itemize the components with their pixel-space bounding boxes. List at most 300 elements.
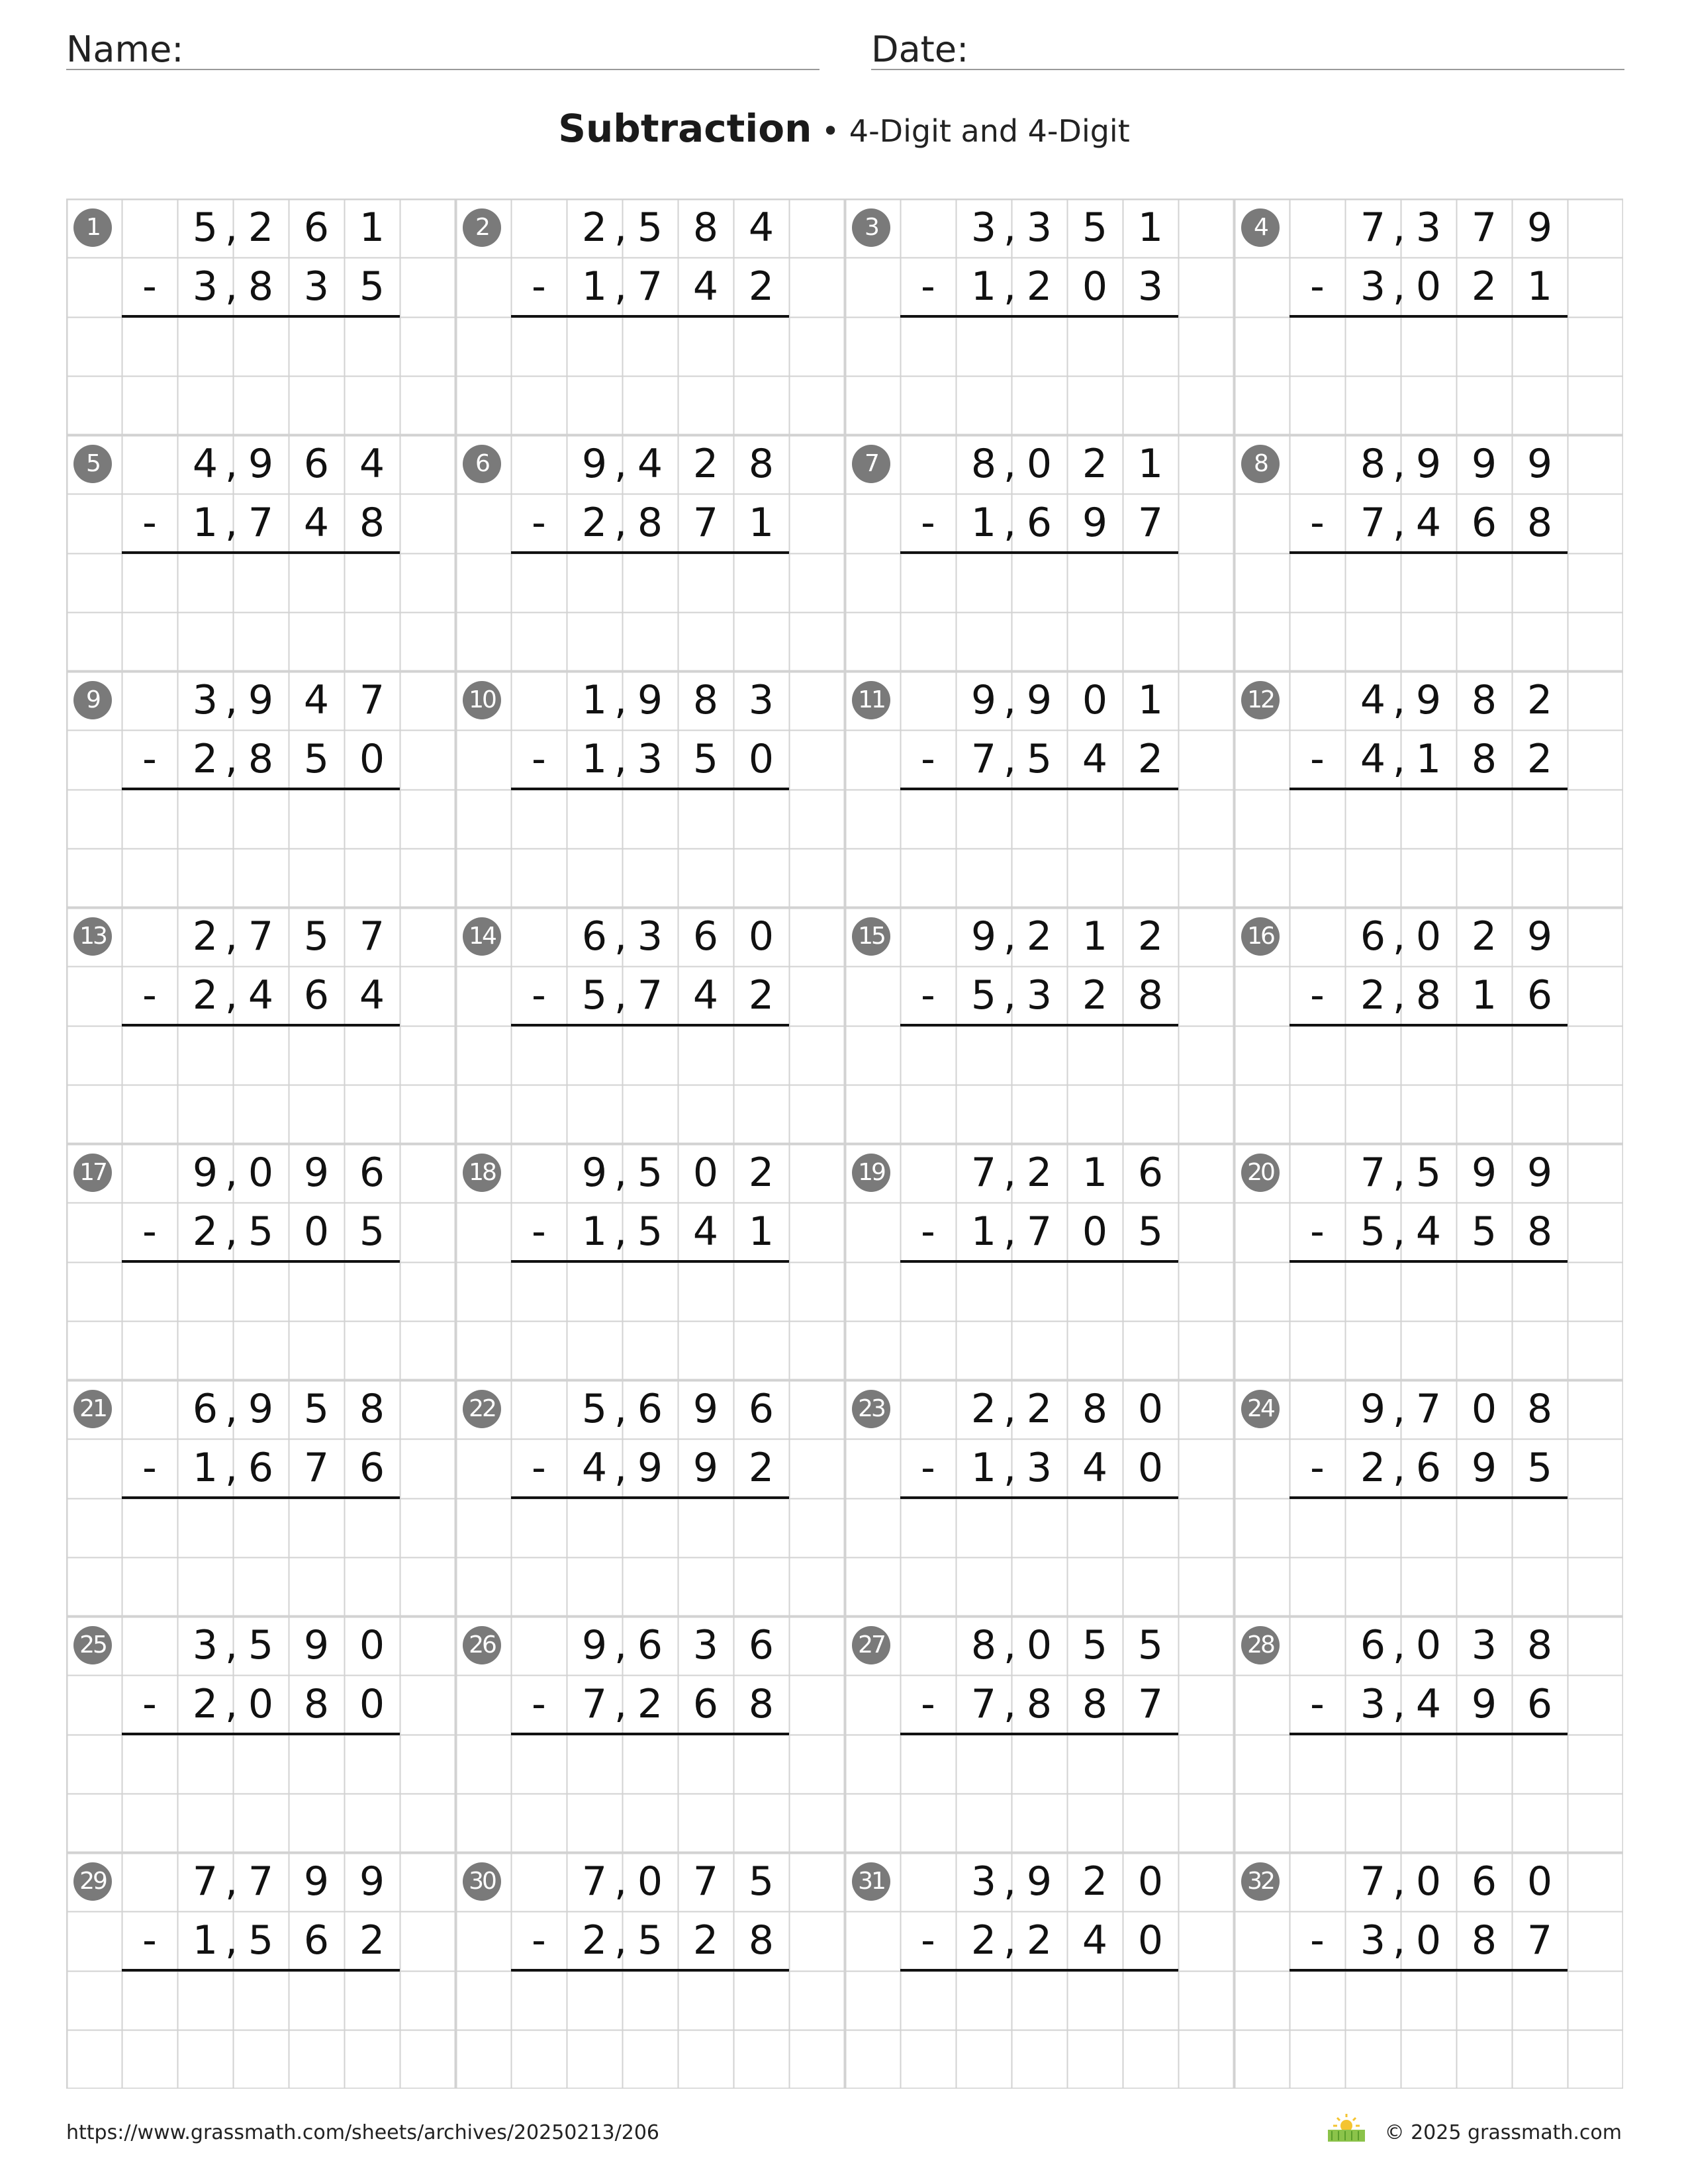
minuend-digit: 9: [1526, 205, 1553, 251]
problem-number-badge: 10: [463, 681, 501, 719]
thousands-separator: ,: [1393, 1917, 1406, 1964]
thousands-separator: ,: [225, 1208, 238, 1255]
minuend-digit: 0: [1415, 1858, 1442, 1905]
subtrahend-digit: 5: [248, 1208, 274, 1255]
subtrahend-digit: 8: [748, 1917, 774, 1964]
footer-copyright: © 2025 grassmath.com: [1384, 2121, 1622, 2144]
minuend-digit: 9: [248, 1386, 274, 1432]
problem-number-badge: 5: [73, 445, 112, 483]
thousands-separator: ,: [225, 736, 238, 783]
minus-sign: -: [1310, 736, 1325, 783]
thousands-separator: ,: [614, 736, 628, 783]
subtrahend-digit: 2: [192, 736, 218, 783]
minuend-digit: 2: [1026, 1386, 1053, 1432]
name-field[interactable]: [66, 25, 820, 70]
minuend-digit: 9: [1360, 1386, 1386, 1432]
minuend-digit: 7: [581, 1858, 608, 1905]
minus-sign: -: [921, 500, 935, 547]
answer-line: [900, 1260, 1178, 1263]
subtrahend-digit: 2: [637, 1681, 663, 1728]
thousands-separator: ,: [1393, 1208, 1406, 1255]
thousands-separator: ,: [225, 1858, 238, 1905]
subtrahend-digit: 6: [1526, 1681, 1553, 1728]
minuend-digit: 9: [970, 913, 997, 960]
minus-sign: -: [1310, 1208, 1325, 1255]
subtrahend-digit: 8: [1471, 736, 1497, 783]
minuend-digit: 3: [1026, 205, 1053, 251]
subtrahend-digit: 1: [1471, 972, 1497, 1019]
minus-sign: -: [1310, 1445, 1325, 1492]
thousands-separator: ,: [225, 913, 238, 960]
minuend-digit: 9: [1526, 1150, 1553, 1196]
subtrahend-digit: 2: [581, 1917, 608, 1964]
subtrahend-digit: 5: [1026, 736, 1053, 783]
answer-line: [511, 1496, 789, 1499]
thousands-separator: ,: [1393, 1150, 1406, 1196]
subtrahend-digit: 6: [1526, 972, 1553, 1019]
thousands-separator: ,: [1004, 205, 1017, 251]
subtrahend-digit: 3: [303, 263, 330, 310]
minuend-digit: 5: [192, 205, 218, 251]
answer-line: [1289, 1260, 1568, 1263]
answer-line: [122, 1969, 400, 1972]
minuend-digit: 2: [581, 205, 608, 251]
subtrahend-digit: 8: [359, 500, 385, 547]
answer-line: [511, 1260, 789, 1263]
subtrahend-digit: 1: [748, 500, 774, 547]
subtrahend-digit: 0: [359, 736, 385, 783]
thousands-separator: ,: [1004, 913, 1017, 960]
subtrahend-digit: 8: [1526, 1208, 1553, 1255]
subtrahend-digit: 5: [970, 972, 997, 1019]
answer-line: [122, 1260, 400, 1263]
subtrahend-digit: 2: [748, 972, 774, 1019]
answer-line: [900, 1969, 1178, 1972]
thousands-separator: ,: [1393, 205, 1406, 251]
footer-url: https://www.grassmath.com/sheets/archives/20250213/206: [66, 2121, 660, 2144]
minuend-digit: 5: [581, 1386, 608, 1432]
minus-sign: -: [921, 1445, 935, 1492]
answer-line: [122, 1024, 400, 1026]
minuend-digit: 5: [1415, 1150, 1442, 1196]
thousands-separator: ,: [1004, 1445, 1017, 1492]
answer-line: [122, 1733, 400, 1735]
subtrahend-digit: 8: [303, 1681, 330, 1728]
minus-sign: -: [1310, 500, 1325, 547]
answer-line: [1289, 1024, 1568, 1026]
minuend-digit: 9: [248, 677, 274, 723]
minuend-digit: 4: [748, 205, 774, 251]
minus-sign: -: [532, 1208, 546, 1255]
minuend-digit: 4: [303, 677, 330, 723]
answer-line: [900, 1733, 1178, 1735]
subtrahend-digit: 5: [1526, 1445, 1553, 1492]
thousands-separator: ,: [614, 1445, 628, 1492]
minuend-digit: 2: [1026, 913, 1053, 960]
minuend-digit: 6: [1360, 1622, 1386, 1668]
minuend-digit: 9: [1415, 677, 1442, 723]
subtrahend-digit: 7: [637, 972, 663, 1019]
thousands-separator: ,: [1393, 441, 1406, 487]
subtrahend-digit: 0: [1082, 1208, 1108, 1255]
thousands-separator: ,: [1393, 736, 1406, 783]
minuend-digit: 9: [1471, 1150, 1497, 1196]
subtrahend-digit: 0: [748, 736, 774, 783]
title-subtitle: • 4-Digit and 4-Digit: [812, 113, 1130, 149]
minuend-digit: 6: [303, 205, 330, 251]
minuend-digit: 6: [359, 1150, 385, 1196]
minuend-digit: 1: [1137, 441, 1164, 487]
subtrahend-digit: 7: [637, 263, 663, 310]
problem-number-badge: 18: [463, 1154, 501, 1192]
problem-number-badge: 11: [852, 681, 890, 719]
minuend-digit: 5: [748, 1858, 774, 1905]
minuend-digit: 6: [692, 913, 719, 960]
thousands-separator: ,: [1004, 677, 1017, 723]
minuend-digit: 3: [1415, 205, 1442, 251]
problem-number-badge: 3: [852, 208, 890, 247]
minuend-digit: 9: [248, 441, 274, 487]
minuend-digit: 0: [748, 913, 774, 960]
subtrahend-digit: 2: [1026, 1917, 1053, 1964]
minus-sign: -: [532, 1917, 546, 1964]
thousands-separator: ,: [1393, 677, 1406, 723]
subtrahend-digit: 4: [1082, 736, 1108, 783]
minuend-digit: 3: [692, 1622, 719, 1668]
subtrahend-digit: 6: [303, 972, 330, 1019]
minuend-digit: 1: [1082, 913, 1108, 960]
subtrahend-digit: 3: [637, 736, 663, 783]
thousands-separator: ,: [225, 1150, 238, 1196]
minus-sign: -: [142, 1681, 157, 1728]
problem-number-badge: 1: [73, 208, 112, 247]
subtrahend-digit: 6: [303, 1917, 330, 1964]
subtrahend-digit: 7: [692, 500, 719, 547]
subtrahend-digit: 5: [359, 1208, 385, 1255]
minuend-digit: 5: [303, 913, 330, 960]
subtrahend-digit: 0: [359, 1681, 385, 1728]
problem-number-badge: 7: [852, 445, 890, 483]
minuend-digit: 0: [637, 1858, 663, 1905]
subtrahend-digit: 7: [303, 1445, 330, 1492]
thousands-separator: ,: [1393, 1386, 1406, 1432]
minuend-digit: 7: [192, 1858, 218, 1905]
minuend-digit: 2: [1526, 677, 1553, 723]
minuend-digit: 7: [1360, 1858, 1386, 1905]
minuend-digit: 0: [1026, 441, 1053, 487]
worksheet-title: [0, 106, 1688, 151]
answer-line: [1289, 1496, 1568, 1499]
minuend-digit: 2: [1082, 1858, 1108, 1905]
minuend-digit: 8: [1526, 1622, 1553, 1668]
subtrahend-digit: 6: [359, 1445, 385, 1492]
minuend-digit: 7: [359, 677, 385, 723]
subtrahend-digit: 4: [581, 1445, 608, 1492]
subtrahend-digit: 5: [637, 1917, 663, 1964]
thousands-separator: ,: [225, 1386, 238, 1432]
subtrahend-digit: 3: [1026, 972, 1053, 1019]
thousands-separator: ,: [1393, 1681, 1406, 1728]
subtrahend-digit: 1: [970, 1445, 997, 1492]
subtrahend-digit: 4: [692, 972, 719, 1019]
thousands-separator: ,: [1004, 1858, 1017, 1905]
problem-number-badge: 23: [852, 1390, 890, 1428]
thousands-separator: ,: [225, 677, 238, 723]
minus-sign: -: [1310, 1917, 1325, 1964]
minuend-digit: 7: [359, 913, 385, 960]
minuend-digit: 3: [1471, 1622, 1497, 1668]
thousands-separator: ,: [225, 1445, 238, 1492]
subtrahend-digit: 0: [1137, 1917, 1164, 1964]
subtrahend-digit: 6: [1471, 500, 1497, 547]
minus-sign: -: [532, 736, 546, 783]
subtrahend-digit: 2: [1360, 1445, 1386, 1492]
problem-number-badge: 21: [73, 1390, 112, 1428]
thousands-separator: ,: [614, 263, 628, 310]
problem-number-badge: 4: [1241, 208, 1280, 247]
subtrahend-digit: 5: [1137, 1208, 1164, 1255]
subtrahend-digit: 1: [1415, 736, 1442, 783]
subtrahend-digit: 6: [1026, 500, 1053, 547]
minuend-digit: 1: [1137, 677, 1164, 723]
subtrahend-digit: 4: [1082, 1445, 1108, 1492]
subtrahend-digit: 1: [748, 1208, 774, 1255]
thousands-separator: ,: [225, 1681, 238, 1728]
date-field[interactable]: [871, 25, 1624, 70]
minuend-digit: 3: [970, 1858, 997, 1905]
minuend-digit: 5: [1082, 205, 1108, 251]
minuend-digit: 6: [303, 441, 330, 487]
minuend-digit: 9: [1526, 913, 1553, 960]
problem-number-badge: 6: [463, 445, 501, 483]
minuend-digit: 0: [1026, 1622, 1053, 1668]
minus-sign: -: [142, 1445, 157, 1492]
subtrahend-digit: 8: [1526, 500, 1553, 547]
subtrahend-digit: 2: [1026, 263, 1053, 310]
minuend-digit: 9: [1526, 441, 1553, 487]
problem-number-badge: 13: [73, 917, 112, 956]
answer-line: [122, 1496, 400, 1499]
minuend-digit: 9: [1026, 677, 1053, 723]
date-label: Date:: [871, 28, 969, 70]
minuend-digit: 6: [581, 913, 608, 960]
subtrahend-digit: 5: [637, 1208, 663, 1255]
minuend-digit: 3: [637, 913, 663, 960]
problem-number-badge: 16: [1241, 917, 1280, 956]
subtrahend-digit: 9: [1471, 1681, 1497, 1728]
minuend-digit: 9: [692, 1386, 719, 1432]
minuend-digit: 9: [970, 677, 997, 723]
thousands-separator: ,: [614, 972, 628, 1019]
subtrahend-digit: 8: [748, 1681, 774, 1728]
subtrahend-digit: 2: [359, 1917, 385, 1964]
minus-sign: -: [142, 736, 157, 783]
subtrahend-digit: 6: [248, 1445, 274, 1492]
subtrahend-digit: 3: [1360, 1917, 1386, 1964]
minuend-digit: 8: [970, 441, 997, 487]
answer-line: [122, 788, 400, 790]
subtrahend-digit: 7: [1526, 1917, 1553, 1964]
minus-sign: -: [1310, 972, 1325, 1019]
subtrahend-digit: 2: [1137, 736, 1164, 783]
thousands-separator: ,: [614, 677, 628, 723]
problem-number-badge: 30: [463, 1862, 501, 1901]
subtrahend-digit: 1: [970, 263, 997, 310]
thousands-separator: ,: [614, 441, 628, 487]
minuend-digit: 3: [192, 677, 218, 723]
minuend-digit: 2: [1471, 913, 1497, 960]
minuend-digit: 1: [1082, 1150, 1108, 1196]
answer-line: [122, 315, 400, 318]
minuend-digit: 9: [637, 677, 663, 723]
answer-line: [900, 551, 1178, 554]
subtrahend-digit: 8: [1471, 1917, 1497, 1964]
subtrahend-digit: 4: [248, 972, 274, 1019]
subtrahend-digit: 8: [248, 263, 274, 310]
subtrahend-digit: 1: [581, 263, 608, 310]
subtrahend-digit: 2: [748, 1445, 774, 1492]
subtrahend-digit: 8: [248, 736, 274, 783]
thousands-separator: ,: [225, 1622, 238, 1668]
subtrahend-digit: 1: [970, 500, 997, 547]
subtrahend-digit: 8: [637, 500, 663, 547]
minuend-digit: 2: [692, 441, 719, 487]
minuend-digit: 3: [192, 1622, 218, 1668]
subtrahend-digit: 8: [1137, 972, 1164, 1019]
subtrahend-digit: 7: [1137, 500, 1164, 547]
minuend-digit: 9: [1471, 441, 1497, 487]
subtrahend-digit: 3: [192, 263, 218, 310]
subtrahend-digit: 9: [1471, 1445, 1497, 1492]
answer-line: [900, 788, 1178, 790]
subtrahend-digit: 3: [1360, 263, 1386, 310]
minus-sign: -: [921, 263, 935, 310]
minuend-digit: 1: [1137, 205, 1164, 251]
subtrahend-digit: 5: [1360, 1208, 1386, 1255]
minuend-digit: 7: [692, 1858, 719, 1905]
answer-line: [1289, 788, 1568, 790]
minuend-digit: 8: [748, 441, 774, 487]
subtrahend-digit: 6: [1415, 1445, 1442, 1492]
subtrahend-digit: 7: [1137, 1681, 1164, 1728]
thousands-separator: ,: [225, 441, 238, 487]
subtrahend-digit: 4: [1415, 500, 1442, 547]
thousands-separator: ,: [1004, 1208, 1017, 1255]
minuend-digit: 7: [1360, 205, 1386, 251]
minuend-digit: 9: [303, 1150, 330, 1196]
minuend-digit: 2: [1026, 1150, 1053, 1196]
subtrahend-digit: 0: [1137, 1445, 1164, 1492]
minuend-digit: 7: [1360, 1150, 1386, 1196]
minuend-digit: 0: [1471, 1386, 1497, 1432]
thousands-separator: ,: [225, 500, 238, 547]
minuend-digit: 7: [1471, 205, 1497, 251]
minuend-digit: 5: [1082, 1622, 1108, 1668]
subtrahend-digit: 1: [192, 500, 218, 547]
minuend-digit: 9: [1415, 441, 1442, 487]
grass-sun-logo-icon: [1324, 2111, 1369, 2147]
minuend-digit: 0: [1526, 1858, 1553, 1905]
answer-line: [1289, 1733, 1568, 1735]
thousands-separator: ,: [614, 913, 628, 960]
minuend-digit: 8: [692, 677, 719, 723]
minuend-digit: 6: [637, 1622, 663, 1668]
minuend-digit: 1: [359, 205, 385, 251]
problem-number-badge: 15: [852, 917, 890, 956]
minuend-digit: 9: [581, 1150, 608, 1196]
minus-sign: -: [142, 1917, 157, 1964]
subtrahend-digit: 5: [248, 1917, 274, 1964]
subtrahend-digit: 0: [248, 1681, 274, 1728]
minus-sign: -: [921, 736, 935, 783]
minuend-digit: 2: [248, 205, 274, 251]
minuend-digit: 0: [1415, 1622, 1442, 1668]
minus-sign: -: [142, 972, 157, 1019]
thousands-separator: ,: [614, 1622, 628, 1668]
answer-line: [511, 1733, 789, 1735]
minuend-digit: 8: [359, 1386, 385, 1432]
subtrahend-digit: 9: [637, 1445, 663, 1492]
minus-sign: -: [921, 1681, 935, 1728]
minuend-digit: 0: [1137, 1858, 1164, 1905]
subtrahend-digit: 1: [581, 736, 608, 783]
subtrahend-digit: 8: [1082, 1681, 1108, 1728]
subtrahend-digit: 0: [1415, 263, 1442, 310]
minuend-digit: 5: [637, 205, 663, 251]
minuend-digit: 0: [1082, 677, 1108, 723]
thousands-separator: ,: [225, 263, 238, 310]
problem-number-badge: 9: [73, 681, 112, 719]
subtrahend-digit: 5: [1471, 1208, 1497, 1255]
subtrahend-digit: 3: [1137, 263, 1164, 310]
minus-sign: -: [921, 972, 935, 1019]
minus-sign: -: [921, 1208, 935, 1255]
minuend-digit: 8: [970, 1622, 997, 1668]
thousands-separator: ,: [1393, 972, 1406, 1019]
subtrahend-digit: 4: [1415, 1681, 1442, 1728]
subtrahend-digit: 8: [1026, 1681, 1053, 1728]
thousands-separator: ,: [225, 1917, 238, 1964]
subtrahend-digit: 7: [970, 736, 997, 783]
subtrahend-digit: 7: [970, 1681, 997, 1728]
answer-line: [1289, 551, 1568, 554]
subtrahend-digit: 5: [359, 263, 385, 310]
subtrahend-digit: 8: [1415, 972, 1442, 1019]
minuend-digit: 6: [748, 1622, 774, 1668]
problem-number-badge: 29: [73, 1862, 112, 1901]
subtrahend-digit: 1: [192, 1917, 218, 1964]
minus-sign: -: [532, 500, 546, 547]
minuend-digit: 2: [748, 1150, 774, 1196]
subtrahend-digit: 7: [248, 500, 274, 547]
subtrahend-digit: 2: [748, 263, 774, 310]
problem-number-badge: 32: [1241, 1862, 1280, 1901]
subtrahend-digit: 6: [692, 1681, 719, 1728]
thousands-separator: ,: [614, 1681, 628, 1728]
minuend-digit: 6: [637, 1386, 663, 1432]
subtrahend-digit: 2: [692, 1917, 719, 1964]
problem-number-badge: 14: [463, 917, 501, 956]
problem-number-badge: 12: [1241, 681, 1280, 719]
answer-line: [511, 1024, 789, 1026]
minuend-digit: 9: [1026, 1858, 1053, 1905]
subtrahend-digit: 2: [1471, 263, 1497, 310]
subtrahend-digit: 2: [1360, 972, 1386, 1019]
subtrahend-digit: 0: [1082, 263, 1108, 310]
thousands-separator: ,: [614, 205, 628, 251]
problem-number-badge: 24: [1241, 1390, 1280, 1428]
minuend-digit: 6: [192, 1386, 218, 1432]
